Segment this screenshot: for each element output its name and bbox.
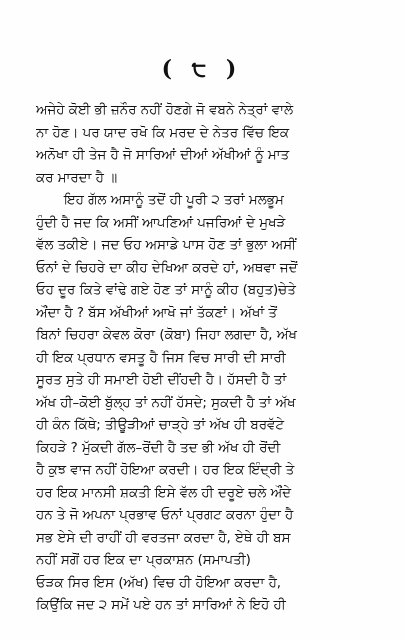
text-line: ਓੜਕ ਸਿਰ ਇਸ (ਅੱਖ) ਵਿਚ ਹੀ ਹੋਇਆ ਕਰਦਾ ਹੈ, xyxy=(36,575,282,591)
text-line: ਹੀ ਇਕ ਪ੍ਰਧਾਨ ਵਸਤੂ ਹੈ ਜਿਸ ਵਿਚ ਸਾਰੀ ਦੀ ਸਾਰੀ xyxy=(36,350,286,366)
text-line: ਹੁੰਦੀ ਹੈ ਜਦ ਕਿ ਅਸੀਂ ਆਪਣਿਆਂ ਪਜਰਿਆਂ ਦੇ ਮੁਖੜੇ xyxy=(36,215,286,231)
text-line: ਸੂਰਤ ਸੁਤੇ ਹੀ ਸਮਾਈ ਹੋਈ ਦੀਂਹਦੀ ਹੈ। ਹੱਸਦੀ ਹੈ ਤਾਂ xyxy=(36,373,287,388)
page-number: ( ੮ ) xyxy=(161,56,243,82)
text-line: ਅਜੇਹੇ ਕੋਈ ਭੀ ਜ਼ਨੌਰ ਨਹੀਂ ਹੋਣਗੇ ਜੋ ਵਬਨੇ ਨੇਤ੍ਰਾਂ ਵਾਲੇ xyxy=(36,103,294,118)
body-text xyxy=(36,100,374,618)
text-line: ਨਹੀਂ ਸਗੋਂ ਹਰ ਇਕ ਦਾ ਪ੍ਰਕਾਸ਼ਨ (ਸਮਾਪਤੀ) xyxy=(36,553,251,568)
text-line: ਹੈ ਕੁਝ ਵਾਜ ਨਹੀਂ ਹੋਇਆ ਕਰਦੀ। ਹਰ ਇਕ ਇੰਦ੍ਰੀ ਤੇ xyxy=(36,463,295,478)
text-line: ਬਿਨਾਂ ਚਿਹਰਾ ਕੇਵਲ ਕੋਰਾ (ਕੋਬਾ) ਜਿਹਾ ਲਗਦਾ ਹੈ, ਅੱਖ xyxy=(36,328,297,343)
paragraph xyxy=(36,190,374,618)
text-line: ਵੱਲ ਤਕੀਏ। ਜਦ ਓਹ ਅਸਾਡੇ ਪਾਸ ਹੋਣ ਤਾਂ ਭੁਲਾ ਅਸੀਂ xyxy=(36,238,297,253)
text-line: ਓਹ ਦੂਰ ਕਿਤੇ ਵਾਂਢੇ ਗਏ ਹੋਣ ਤਾਂ ਸਾਨੂੰ ਕੀਹ (ਬਹੁਤ)ਚੇਤੇ xyxy=(36,283,296,298)
text-line: ਔਂਦਾ ਹੈ ? ਬੱਸ ਅੱਖੀਆਂ ਆਖੋ ਜਾਂ ਤੱਕਣਾਂ। ਅੱਖਾਂ ਤੋਂ xyxy=(36,305,277,321)
text-line: ਇਹ ਗੱਲ ਅਸਾਨੂੰ ਤਦੋਂ ਹੀ ਪੂਰੀ ੨ ਤਰਾਂ ਮਲਭੂਮ xyxy=(64,193,284,208)
text-line: ਹਨ ਤੇ ਜੋ ਅਪਨਾ ਪ੍ਰਭਾਵ ਓਨਾਂ ਪ੍ਰਗਟ ਕਰਨਾ ਹੁੰਦਾ ਹੈ xyxy=(36,508,294,523)
paragraph xyxy=(36,100,374,190)
text-line: ਹੀ ਕੰਨ ਕਿੱਥੇ; ਤੀਊੜੀਆਂ ਚਾੜ੍ਹੇ ਤਾਂ ਅੱਖ ਹੀ ਬਰਵੱਟੇ xyxy=(36,418,284,433)
text-line: ਕਰ ਮਾਰਦਾ ਹੈ ॥ xyxy=(36,170,118,186)
text-line: ਕਿਉਂਕਿ ਜਦ ੨ ਸਮੇਂ ਪਏ ਹਨ ਤਾਂ ਸਾਰਿਆਂ ਨੇ ਇਹੋ ਹੀ xyxy=(36,598,286,613)
text-line: ਹਰ ਇਕ ਮਾਨਸੀ ਸ਼ਕਤੀ ਇਸੇ ਵੱਲ ਹੀ ਦਰੂਏ ਚਲੇ ਔਂਦੇ xyxy=(36,485,291,501)
text-line: ਕਿਹੜੇ ? ਮੁੱਕਦੀ ਗੱਲ–ਰੋਂਦੀ ਹੈ ਤਦ ਭੀ ਅੱਖ ਹੀ ਰੋਂਦੀ xyxy=(36,440,281,456)
text-line: ਅਨੋਖਾ ਹੀ ਤੇਜ ਹੈ ਜੋ ਸਾਰਿਆਂ ਦੀਆਂ ਅੱਖੀਆਂ ਨੂੰ ਮਾਤ xyxy=(36,148,290,163)
text-line: ਨਾ ਹੋਣ। ਪਰ ਯਾਦ ਰਖੋ ਕਿ ਮਰਦ ਦੇ ਨੇਤਰ ਵਿੱਚ ਇਕ xyxy=(36,125,289,141)
text-line: ਸਭ ਏਸੇ ਦੀ ਰਾਹੀਂ ਹੀ ਵਰਤਜਾ ਕਰਦਾ ਹੈ, ਏਥੇ ਹੀ ਬਸ xyxy=(36,530,291,546)
text-line: ਅੱਖ ਹੀ–ਕੋਈ ਬੁੱਲ੍ਹ ਤਾਂ ਨਹੀਂ ਹੱਸਦੇ; ਸੁਕਦੀ ਹੈ ਤਾਂ ਅੱਖ xyxy=(36,395,296,411)
text-line: ਓਨਾਂ ਦੇ ਚਿਹਰੇ ਦਾ ਕੀਹ ਦੇਖਿਆ ਕਰਦੇ ਹਾਂ, ਅਥਵਾ ਜਦੋਂ xyxy=(36,260,298,276)
